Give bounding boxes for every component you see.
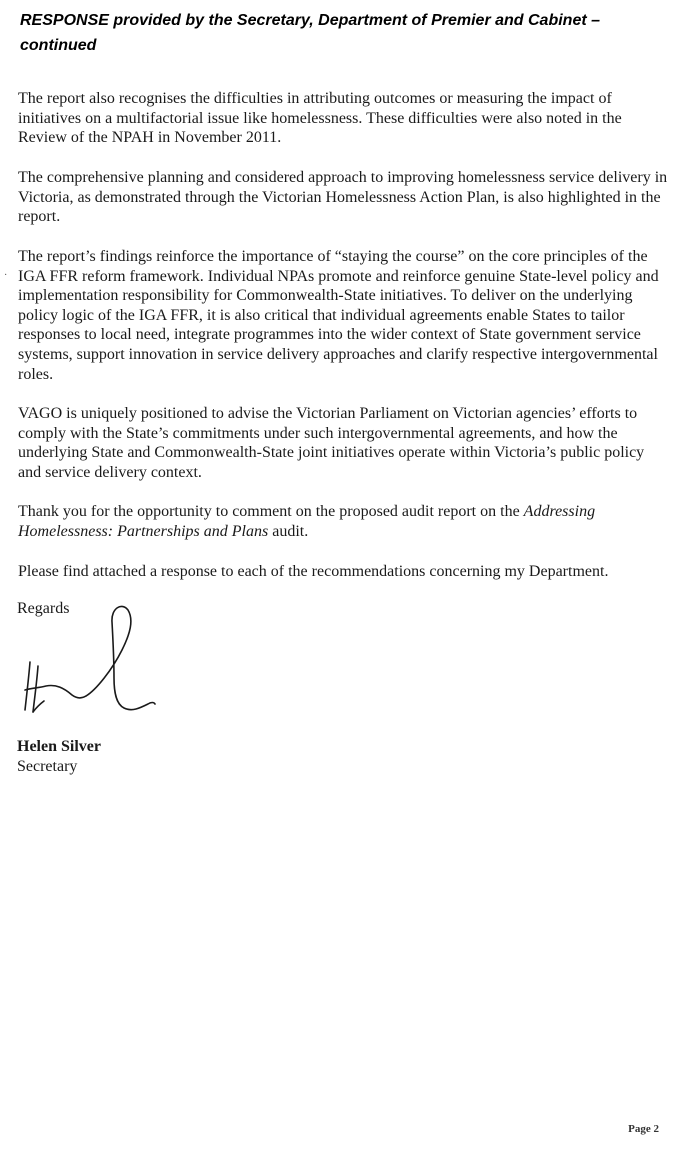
page-number: Page 2 [628,1123,659,1135]
paragraph-findings: The report’s findings reinforce the importance of “staying the course” on the core principles of the IGA FFR reform framework. Individual NPAs promote and reinforce genuine State-level policy and implementation responsibility for Commonwealth-State initiatives. To deliver on the underlying policy logic of the IGA FFR, it is also critical that individual agreements enable States to tailor responses to local need, integrate programmes into the wider context of State government service systems, support innovation in service delivery approaches and clarify respective intergovernmental roles. [18,248,659,383]
margin-mark: · [4,270,8,281]
paragraph-vago: VAGO is uniquely positioned to advise the Victorian Parliament on Victorian agencies’ efforts to comply with the State’s commitments under such intergovernmental agreements, and how the underlying State and Commonwealth-State joint initiatives operate within Victoria’s public policy and service delivery context. [18,405,645,481]
paragraph-attribution: The report also recognises the difficulties in attributing outcomes or measuring the impact of initiatives on a multifactorial issue like homelessness. These difficulties were also noted in the Review of the NPAH in November 2011. [18,90,622,147]
paragraph-attachment: Please find attached a response to each of the recommendations concerning my Department. [18,563,609,580]
page-header: RESPONSE provided by the Secretary, Department of Premier and Cabinet – continued [20,12,601,54]
signer-name: Helen Silver [17,738,101,755]
paragraph-thanks [18,502,670,541]
handwritten-signature [16,600,166,725]
audit-report-title: Addressing Homelessness: Partnerships and Plans [18,503,596,540]
thanks-text-end: audit. [268,522,309,540]
signer-title: Secretary [17,758,78,775]
closing-regards: Regards [17,600,70,617]
paragraph-planning: The comprehensive planning and considered approach to improving homelessness service delivery in Victoria, as demonstrated through the Victorian Homelessness Action Plan, is also highlighted in the report. [18,169,668,226]
thanks-text-start: Thank you for the opportunity to comment on the proposed audit report on the [18,503,524,520]
